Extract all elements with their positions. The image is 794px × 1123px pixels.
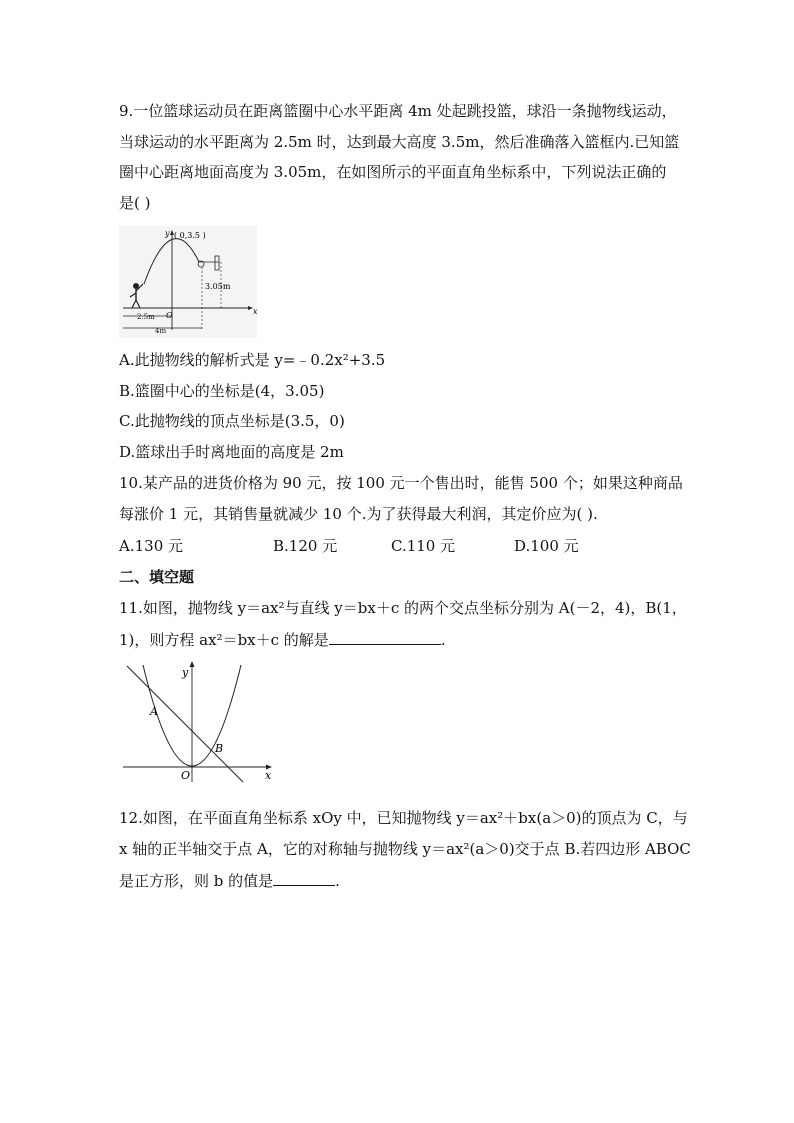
fig9-height-label: 3.05m — [205, 282, 231, 291]
fig9-dist2-label: 4m — [155, 327, 167, 335]
fig11-y-label: y — [182, 666, 189, 679]
basketball-figure — [119, 226, 257, 338]
q11-answer-blank[interactable] — [329, 629, 441, 645]
q9-text-line-1: 9.一位篮球运动员在距离篮圈中心水平距离 4m 处起跳投篮，球沿一条抛物线运动， — [119, 102, 677, 120]
fig9-y-label: y — [165, 229, 170, 238]
q10-text-line-1: 10.某产品的进货价格为 90 元，按 100 元一个售出时，能售 500 个；如果这种商品 — [119, 474, 683, 492]
q10-text-line-2: 每涨价 1 元，其销售量就减少 10 个.为了获得最大利润，其定价应为( ). — [119, 505, 598, 523]
q11-text-line-1: 11.如图，抛物线 y＝ax²与直线 y＝bx＋c 的两个交点坐标分别为 A(－2，4)，B(1， — [119, 599, 687, 617]
q9-option-c: C.此抛物线的顶点坐标是(3.5，0) — [119, 412, 345, 430]
q12-answer-blank[interactable] — [273, 870, 335, 886]
q12-line3-end: . — [335, 872, 340, 890]
fig11-point-a-label: A — [150, 705, 158, 718]
q11-line2-end: . — [440, 631, 446, 649]
q11-text-line-2 — [119, 629, 446, 650]
q9-option-b: B.篮圈中心的坐标是(4，3.05) — [119, 382, 325, 400]
q10-option-c: C.110 元 — [391, 537, 456, 555]
q9-option-a: A.此抛物线的解析式是 y=﹣0.2x²+3.5 — [119, 351, 386, 369]
fig9-origin-label: O — [166, 311, 173, 320]
q10-option-a: A.130 元 — [119, 537, 183, 555]
fig9-dist1-label: 2.5m — [137, 313, 155, 321]
q12-line3-text: 是正方形，则 b 的值是 — [119, 872, 274, 890]
fig11-origin-label: O — [181, 769, 191, 782]
fig11-x-label: x — [265, 769, 272, 782]
q9-text-line-3: 圈中心距离地面高度为 3.05m，在如图所示的平面直角坐标系中，下列说法正确的 — [119, 163, 667, 181]
q9-text-line-4: 是( ) — [119, 194, 151, 212]
fig11-point-b-label: B — [215, 742, 224, 755]
q12-text-line-1: 12.如图，在平面直角坐标系 xOy 中，已知抛物线 y＝ax²＋bx(a＞0)的顶点为 C，与 — [119, 809, 688, 827]
parabola-line-figure — [119, 660, 277, 784]
fig9-vertex-label: ( 0,3.5 ) — [174, 231, 206, 240]
fig9-x-label: x — [253, 307, 258, 316]
q11-line2-text: 1)，则方程 ax²＝bx＋c 的解是 — [119, 631, 329, 649]
q10-option-b: B.120 元 — [273, 537, 338, 555]
q9-option-d: D.篮球出手时离地面的高度是 2m — [119, 443, 344, 461]
q10-option-d: D.100 元 — [514, 537, 579, 555]
q12-text-line-3 — [119, 870, 340, 891]
q12-text-line-2: x 轴的正半轴交于点 A，它的对称轴与抛物线 y＝ax²(a＞0)交于点 B.若四边形 ABOC — [119, 840, 691, 858]
section-heading: 二、填空题 — [119, 568, 195, 586]
q9-text-line-2: 当球运动的水平距离为 2.5m 时，达到最大高度 3.5m，然后准确落入篮框内.已知篮 — [119, 133, 680, 151]
